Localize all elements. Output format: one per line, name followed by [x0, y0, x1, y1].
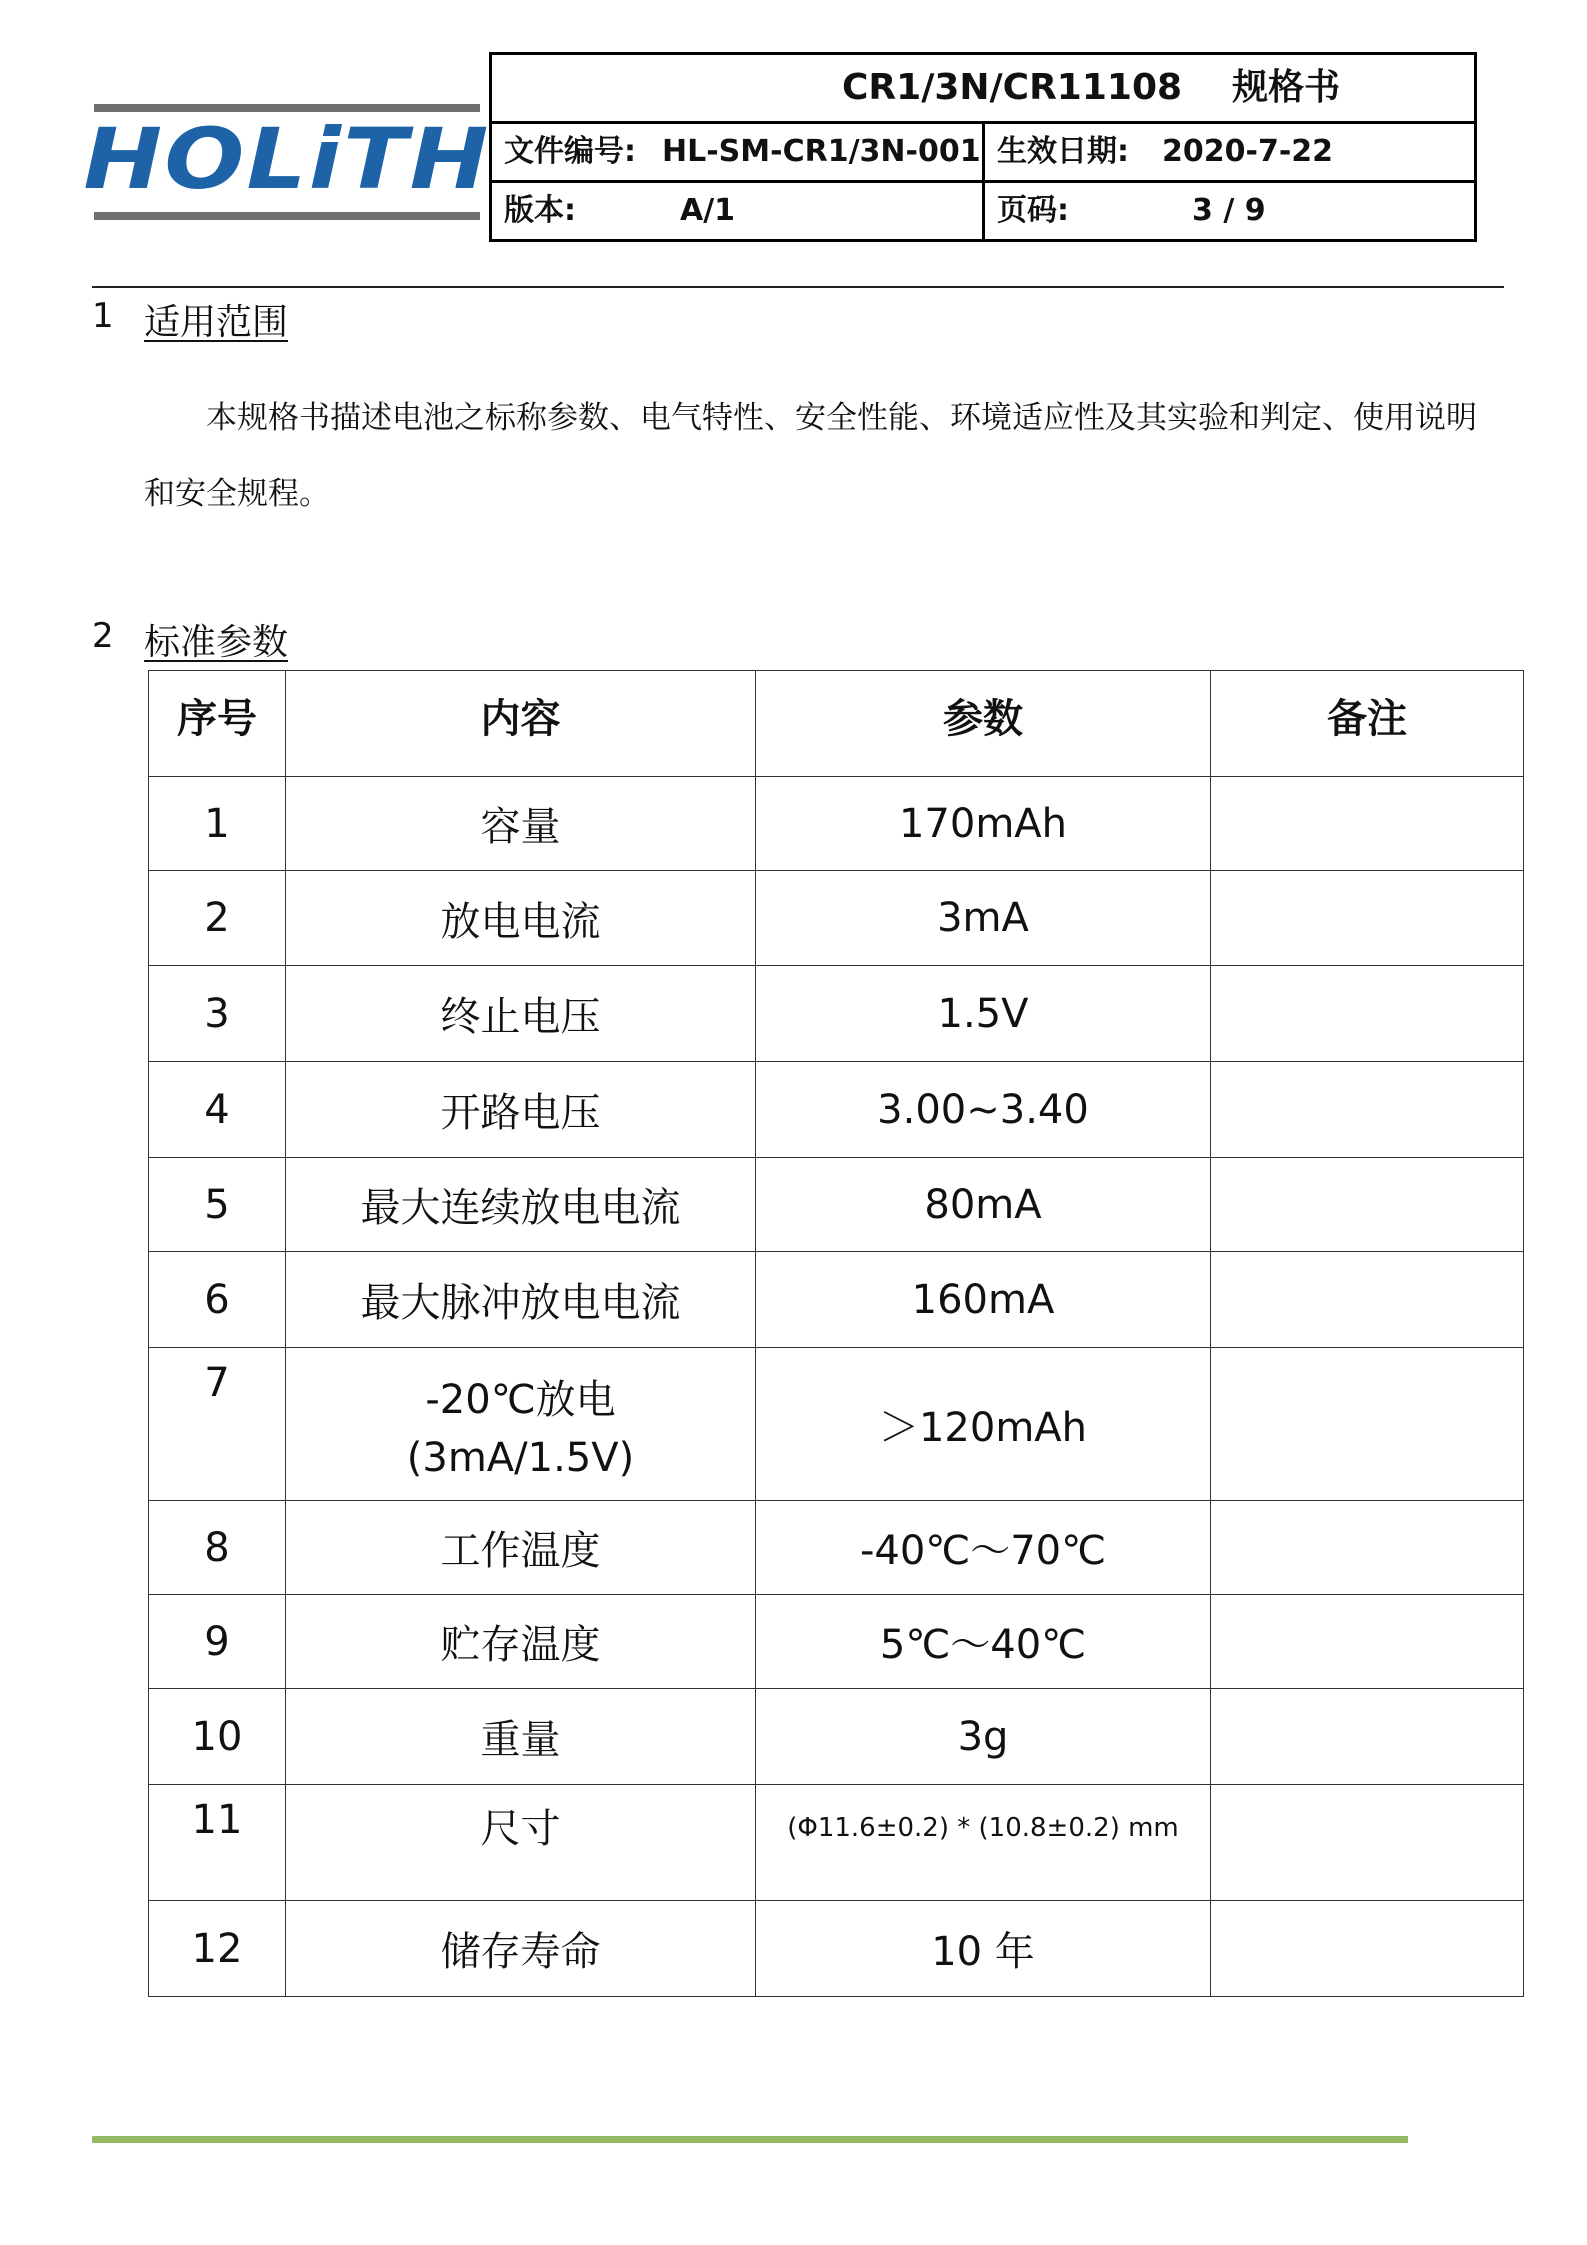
row-no: 5: [149, 1158, 286, 1252]
version-value: A/1: [680, 193, 736, 228]
row-note: [1211, 966, 1524, 1062]
section-1-text-line1: 本规格书描述电池之标称参数、电气特性、安全性能、环境适应性及其实验和判定、使用说明: [206, 400, 1477, 436]
section-1-title: 适用范围: [144, 302, 289, 343]
footer-rule: [92, 2136, 1408, 2143]
row-no: 9: [149, 1595, 286, 1689]
row-value: 170mAh: [756, 777, 1211, 871]
file-number-label: 文件编号:: [504, 134, 636, 169]
row-no: 7: [149, 1348, 286, 1501]
col-header-value: 参数: [756, 671, 1211, 777]
row-value: -40℃～70℃: [756, 1501, 1211, 1595]
col-header-no: 序号: [149, 671, 286, 777]
row-note: [1211, 1901, 1524, 1997]
document-header-table: [489, 52, 1477, 242]
row-note: [1211, 1689, 1524, 1785]
company-logo: [83, 100, 491, 226]
row-value: 5℃～40℃: [756, 1595, 1211, 1689]
row-item-line2: (3mA/1.5V): [406, 1434, 635, 1481]
row-no: 1: [149, 777, 286, 871]
row-note: [1211, 1252, 1524, 1348]
row-item: 终止电压: [286, 966, 756, 1062]
page-label: 页码:: [997, 193, 1069, 228]
row-no: 12: [149, 1901, 286, 1997]
row-item: 工作温度: [286, 1501, 756, 1595]
row-value: 160mA: [756, 1252, 1211, 1348]
row-no: 3: [149, 966, 286, 1062]
section-2-number: 2: [92, 616, 114, 656]
row-note: [1211, 1501, 1524, 1595]
table-row: [149, 1501, 1524, 1595]
row-no: 2: [149, 871, 286, 966]
col-header-note: 备注: [1211, 671, 1524, 777]
document-title: CR1/3N/CR11108 规格书: [842, 67, 1341, 108]
section-2-title: 标准参数: [144, 622, 289, 663]
table-row: [149, 777, 1524, 871]
section-1-text-line2: 和安全规程。: [144, 476, 330, 512]
table-row: [149, 871, 1524, 966]
row-note: [1211, 1785, 1524, 1901]
table-row: [149, 1785, 1524, 1901]
table-row: [149, 1348, 1524, 1501]
table-row: [149, 1158, 1524, 1252]
row-item: 最大脉冲放电电流: [286, 1252, 756, 1348]
row-item: 储存寿命: [286, 1901, 756, 1997]
row-no: 11: [149, 1785, 286, 1901]
row-value: 3.00~3.40: [756, 1062, 1211, 1158]
row-item: 尺寸: [286, 1785, 756, 1901]
row-item: [286, 1348, 756, 1501]
row-note: [1211, 777, 1524, 871]
standard-parameters-table: [148, 670, 1524, 1997]
section-1-number: 1: [92, 296, 114, 336]
logo-wordmark: HOLiTH: [83, 110, 491, 208]
row-no: 6: [149, 1252, 286, 1348]
version-label: 版本:: [504, 193, 576, 228]
effective-date-value: 2020-7-22: [1162, 134, 1334, 169]
row-note: [1211, 1062, 1524, 1158]
row-value: 3mA: [756, 871, 1211, 966]
page-value: 3 / 9: [1192, 193, 1266, 228]
table-row: [149, 1689, 1524, 1785]
header-column-divider: [982, 124, 985, 239]
row-item: 贮存温度: [286, 1595, 756, 1689]
row-value: (Φ11.6±0.2) * (10.8±0.2) mm: [756, 1785, 1211, 1901]
row-item: 容量: [286, 777, 756, 871]
row-note: [1211, 1348, 1524, 1501]
row-value: 1.5V: [756, 966, 1211, 1062]
row-value: ＞120mAh: [756, 1348, 1211, 1501]
col-header-item: 内容: [286, 671, 756, 777]
header-rule: [92, 286, 1504, 288]
row-note: [1211, 871, 1524, 966]
row-note: [1211, 1595, 1524, 1689]
table-row: [149, 966, 1524, 1062]
table-row: [149, 1901, 1524, 1997]
table-row: [149, 1252, 1524, 1348]
row-note: [1211, 1158, 1524, 1252]
row-item: 重量: [286, 1689, 756, 1785]
file-number-value: HL-SM-CR1/3N-001: [662, 134, 981, 169]
row-no: 8: [149, 1501, 286, 1595]
row-item: 放电电流: [286, 871, 756, 966]
table-header-row: [149, 671, 1524, 777]
row-item: 最大连续放电电流: [286, 1158, 756, 1252]
table-row: [149, 1595, 1524, 1689]
row-no: 4: [149, 1062, 286, 1158]
header-title-row: [492, 55, 1474, 124]
row-value: 3g: [756, 1689, 1211, 1785]
row-no: 10: [149, 1689, 286, 1785]
logo-bottom-bar: [94, 212, 480, 220]
row-value: 80mA: [756, 1158, 1211, 1252]
row-item-line1: -20℃放电: [425, 1376, 616, 1423]
row-item: 开路电压: [286, 1062, 756, 1158]
table-row: [149, 1062, 1524, 1158]
row-value: 10 年: [756, 1901, 1211, 1997]
effective-date-label: 生效日期:: [997, 134, 1129, 169]
